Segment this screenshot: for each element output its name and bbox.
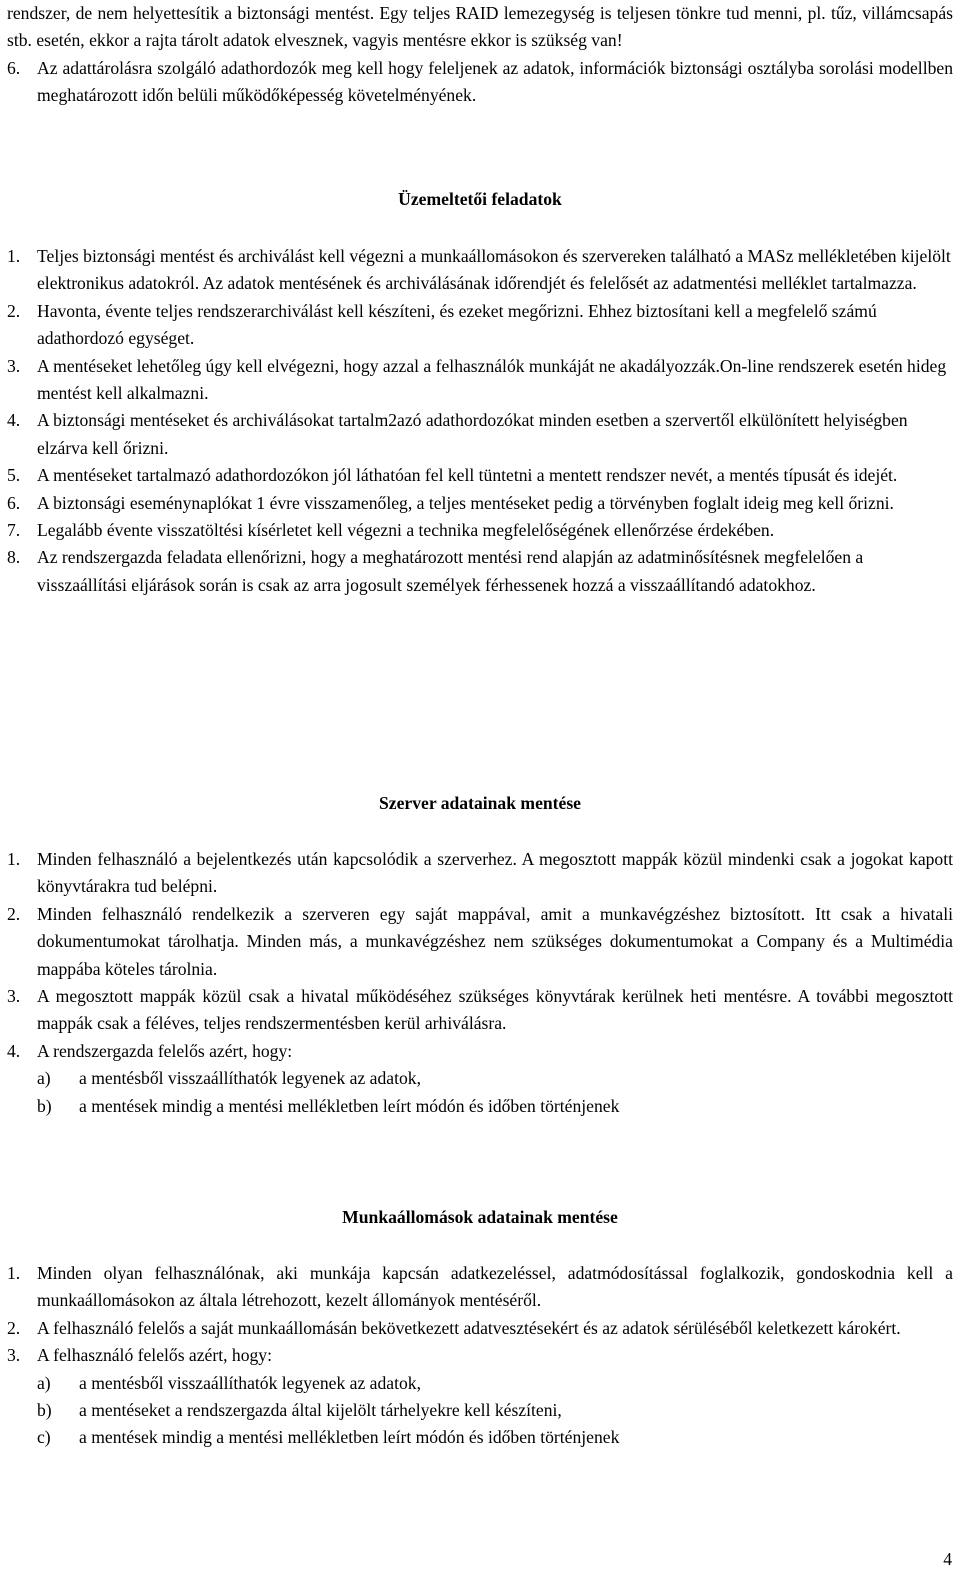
item-text: A mentéseket tartalmazó adathordozókon jól láthatóan fel kell tüntetni a mentett rendszer nevét, a mentés típusát és idejét. bbox=[37, 465, 898, 486]
item-number: 1. bbox=[7, 849, 21, 869]
item-text: Minden olyan felhasználónak, aki munkája kapcsán adatkezeléssel, adatmódosítással foglalkozik, gondoskodnia kell a munkaállomásokon az általa létrehozott, kezelt állományok mentéséről. bbox=[37, 1263, 953, 1311]
item-letter: b) bbox=[37, 1400, 52, 1421]
list-item bbox=[7, 353, 953, 408]
item-text: Az adattárolásra szolgáló adathordozók meg kell hogy feleljenek az adatok, információk biztonsági osztályba sorolási modellben meghatározott időn belüli működőképesség követelményének. bbox=[37, 57, 953, 106]
intro-section bbox=[7, 0, 953, 110]
list-item bbox=[7, 490, 953, 517]
item-number: 3. bbox=[7, 355, 21, 376]
item-number: 8. bbox=[7, 547, 21, 568]
item-number: 2. bbox=[7, 1317, 21, 1338]
section-uzemelteto-list bbox=[7, 243, 953, 599]
sub-list-item bbox=[7, 1093, 953, 1120]
section-heading-uzemelteto: Üzemeltetői feladatok bbox=[398, 189, 562, 209]
item-letter: b) bbox=[37, 1095, 52, 1116]
item-number: 1. bbox=[7, 1263, 21, 1283]
item-text: a mentéseket a rendszergazda által kijelölt tárhelyekre kell készíteni, bbox=[79, 1400, 562, 1421]
item-number: 3. bbox=[7, 1345, 21, 1366]
item-number: 4. bbox=[7, 1040, 21, 1061]
item-number: 6. bbox=[7, 492, 21, 513]
item-number: 2. bbox=[7, 300, 21, 321]
item-number: 5. bbox=[7, 465, 21, 486]
section-szerver-list bbox=[7, 846, 953, 1120]
item-text: Legalább évente visszatöltési kísérletet kell végezni a technika megfelelőségének ellenőrzése érdekében. bbox=[37, 520, 775, 541]
item-text: A biztonsági eseménynaplókat 1 évre visszamenőleg, a teljes mentéseket pedig a törvényben foglalt ideig meg kell őrizni. bbox=[37, 492, 894, 513]
sub-list-item bbox=[7, 1424, 953, 1451]
section-munkaallomasok-list bbox=[7, 1260, 953, 1452]
list-item bbox=[7, 55, 953, 110]
item-letter: a) bbox=[37, 1372, 51, 1393]
item-text: A megosztott mappák közül csak a hivatal működéséhez szükséges könyvtárak kerülnek heti mentésre. A további megosztott mappák csak a féléves, teljes rendszermentésben kerül arhiválásra. bbox=[37, 986, 953, 1034]
item-text: A biztonsági mentéseket és archiválásokat tartalm2azó adathordozókat minden esetben a szervertől elkülönített helyiségben elzárva kell őrizni. bbox=[37, 410, 908, 458]
sub-list-item bbox=[7, 1065, 953, 1092]
list-item bbox=[7, 407, 953, 462]
item-text: a mentésből visszaállíthatók legyenek az adatok, bbox=[79, 1068, 421, 1089]
list-item bbox=[7, 983, 953, 1038]
list-item bbox=[7, 1260, 953, 1315]
list-item bbox=[7, 298, 953, 353]
list-item bbox=[7, 1342, 953, 1369]
item-text: A mentéseket lehetőleg úgy kell elvégezni, hogy azzal a felhasználók munkáját ne akadályozzák.On-line rendszerek esetén hideg mentést kell alkalmazni. bbox=[37, 355, 947, 404]
item-number: 1. bbox=[7, 246, 21, 266]
item-text: a mentésből visszaállíthatók legyenek az adatok, bbox=[79, 1372, 421, 1393]
sub-list-item bbox=[7, 1397, 953, 1424]
list-item bbox=[7, 462, 953, 489]
sub-list-item bbox=[7, 1370, 953, 1397]
list-item bbox=[7, 243, 953, 298]
item-number: 3. bbox=[7, 986, 21, 1007]
item-text: Minden felhasználó a bejelentkezés után kapcsolódik a szerverhez. A megosztott mappák közül mindenki csak a jogokat kapott könyvtárakra tud belépni. bbox=[37, 849, 953, 897]
list-item bbox=[7, 517, 953, 544]
item-text: Az rendszergazda feladata ellenőrizni, hogy a meghatározott mentési rend alapján az adatminősítésnek megfelelően a visszaállítási eljárások során is csak az arra jogosult személyek férhessenek hozzá a visszaállítandó adatokhoz. bbox=[37, 547, 864, 595]
list-item bbox=[7, 901, 953, 983]
item-letter: a) bbox=[37, 1068, 51, 1089]
item-text: a mentések mindig a mentési mellékletben leírt módón és időben történjenek bbox=[79, 1427, 620, 1448]
list-item bbox=[7, 1315, 953, 1342]
item-text: a mentések mindig a mentési mellékletben leírt módón és időben történjenek bbox=[79, 1095, 620, 1116]
item-text: A rendszergazda felelős azért, hogy: bbox=[37, 1040, 293, 1061]
item-number: 2. bbox=[7, 903, 21, 924]
list-item bbox=[7, 544, 953, 599]
list-item bbox=[7, 1038, 953, 1065]
item-number: 7. bbox=[7, 520, 21, 541]
item-number: 6. bbox=[7, 57, 21, 78]
item-letter: c) bbox=[37, 1427, 51, 1448]
item-text: Teljes biztonsági mentést és archiválást kell végezni a munkaállomásokon és szervereken található a MASz mellékletében kijelölt elektronikus adatokról. Az adatok mentésének és archiválásának időrendjét és felelősét az adatmentési melléklet tartalmazza. bbox=[37, 246, 951, 294]
intro-paragraph: rendszer, de nem helyettesítik a biztonsági mentést. Egy teljes RAID lemezegység is teljesen tönkre tud menni, pl. tűz, villámcsapás stb. esetén, ekkor a rajta tárolt adatok elvesznek, vagyis mentésre ekkor is szükség van! bbox=[7, 3, 953, 51]
item-number: 4. bbox=[7, 410, 21, 431]
page-number: 4 bbox=[943, 1549, 952, 1569]
section-heading-szerver: Szerver adatainak mentése bbox=[379, 793, 581, 813]
list-item bbox=[7, 846, 953, 901]
item-text: Havonta, évente teljes rendszerarchiválást kell készíteni, és ezeket megőrizni. Ehhez biztosítani kell a megfelelő számú adathordozó egységet. bbox=[37, 300, 877, 349]
item-text: Minden felhasználó rendelkezik a szerveren egy saját mappával, amit a munkavégzéshez biztosított. Itt csak a hivatali dokumentumokat tárolhatja. Minden más, a munkavégzéshez nem szükséges dokumentumokat a Company és a Multimédia mappába köteles tárolnia. bbox=[37, 903, 953, 979]
item-text: A felhasználó felelős a saját munkaállomásán bekövetkezett adatvesztésekért és az adatok sérüléséből keletkezett károkért. bbox=[37, 1317, 901, 1338]
section-heading-munkaallomasok: Munkaállomások adatainak mentése bbox=[342, 1207, 618, 1227]
item-text: A felhasználó felelős azért, hogy: bbox=[37, 1345, 272, 1366]
